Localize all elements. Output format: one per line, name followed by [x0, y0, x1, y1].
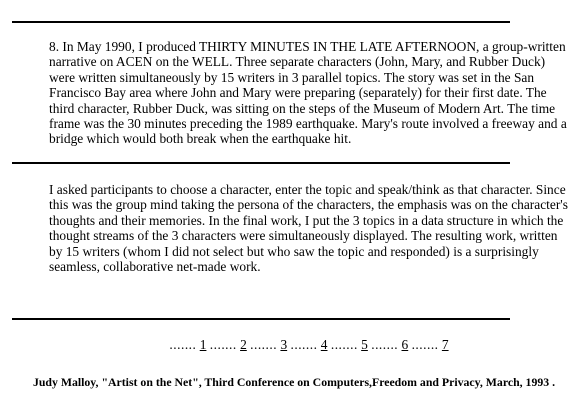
page-navigation: [0, 337, 588, 353]
citation: Judy Malloy, "Artist on the Net", Third Conference on Computers,Freedom and Privacy, March, 1993 .: [32, 375, 556, 389]
page-link-6[interactable]: 6: [401, 337, 409, 352]
page-link-1[interactable]: 1: [199, 337, 207, 352]
page-link-7[interactable]: 7: [441, 337, 449, 352]
top-divider: [12, 21, 510, 23]
paragraph-participants: I asked participants to choose a character, enter the topic and speak/think as that character. Since this was the group mind taking the persona of the characters, the emphasis was on the character's thoughts and their memories. In the final work, I put the 3 topics in a data structure in which the thought streams of the 3 characters were simultaneously displayed. The resulting work, written by 15 writers (whom I did not select but who saw the topic and responded) is a surprisingly seamless, collaborative net-made work.: [49, 182, 568, 275]
pager-separator: .......: [290, 337, 318, 352]
page-link-2[interactable]: 2: [240, 337, 247, 352]
pager-separator: .......: [330, 337, 358, 352]
middle-divider: [12, 162, 510, 164]
paragraph-thirty-minutes: 8. In May 1990, I produced THIRTY MINUTES IN THE LATE AFTERNOON, a group-written narrative on ACEN on the WELL. Three separate characters (John, Mary, and Rubber Duck) were written simultaneously by 15 writers in 3 parallel topics. The story was set in the San Francisco Bay area where John and Mary were preparing (separately) for their first date. The third character, Rubber Duck, was sitting on the steps of the Museum of Modern Art. The time frame was the 30 minutes preceding the 1989 earthquake. Mary's route involved a freeway and a bridge which would both break when the earthquake hit.: [49, 39, 567, 147]
page-link-4[interactable]: 4: [320, 337, 328, 352]
bottom-divider: [12, 318, 510, 320]
pager-separator: .......: [209, 337, 237, 352]
page-link-5[interactable]: 5: [361, 337, 368, 352]
pager-separator: .......: [250, 337, 278, 352]
pager-separator: .......: [371, 337, 399, 352]
pager-separator: .......: [169, 337, 197, 352]
pager-separator: .......: [411, 337, 439, 352]
page-link-3[interactable]: 3: [280, 337, 288, 352]
